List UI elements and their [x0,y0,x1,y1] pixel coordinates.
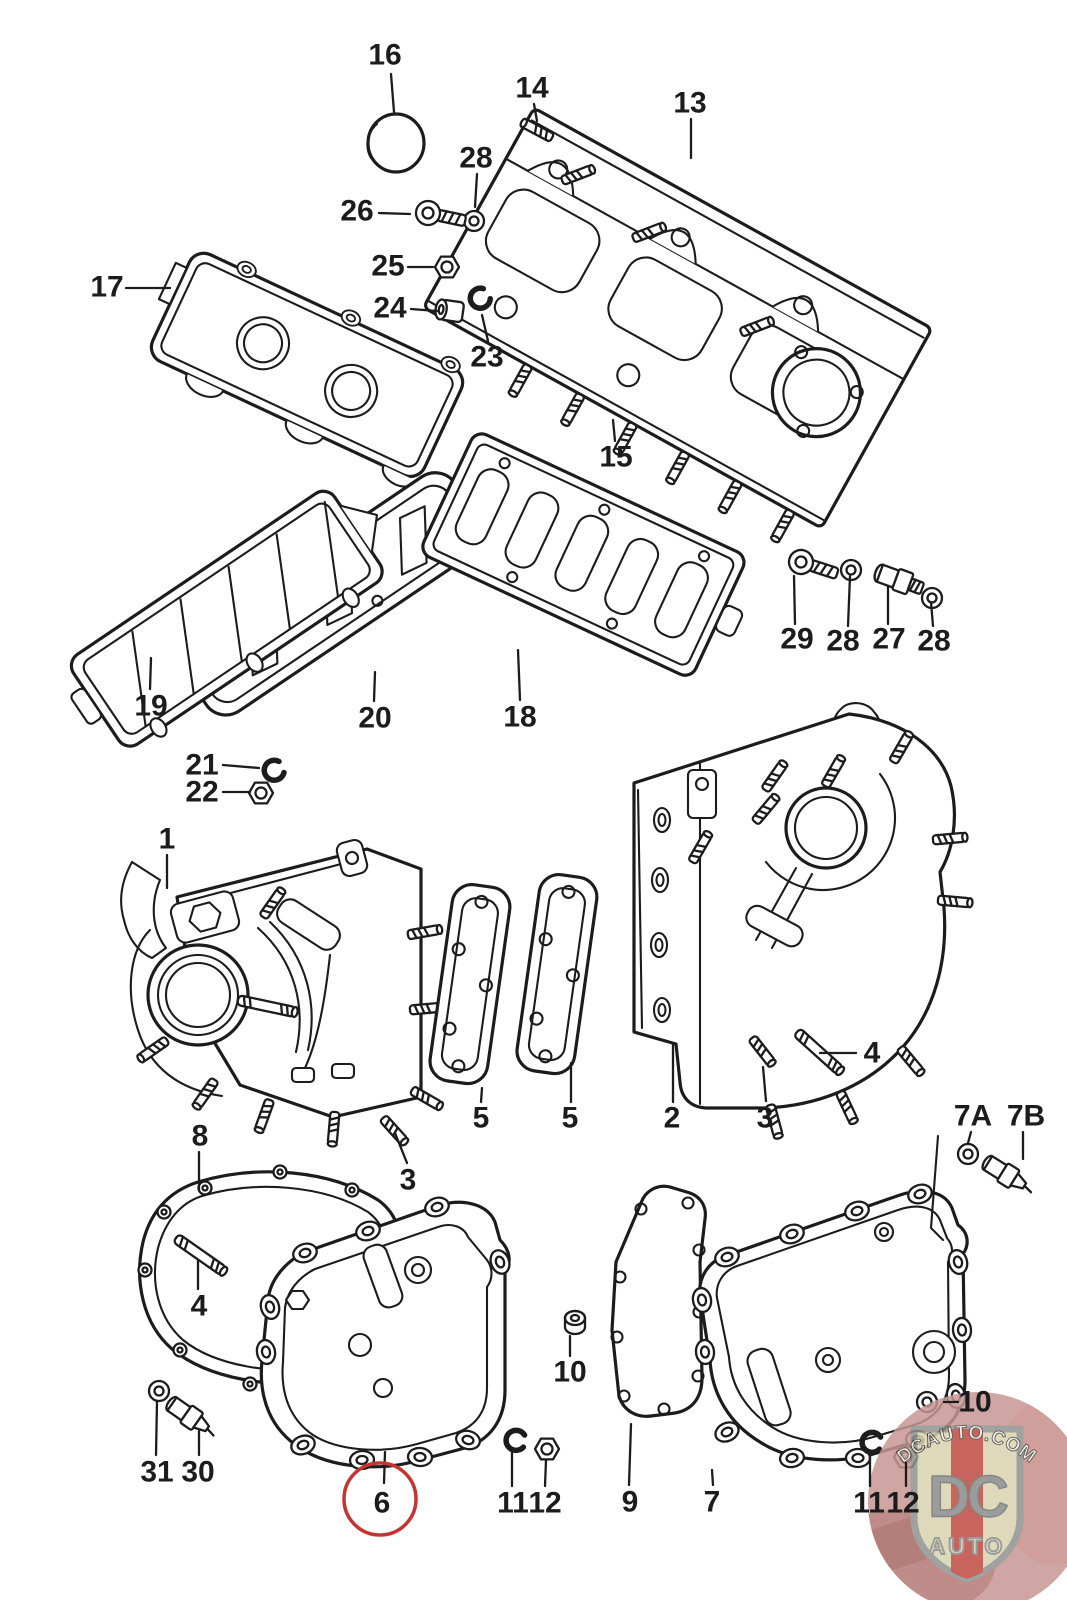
callout-13-2: 13 [673,86,707,120]
callout-11-39: 11 [853,1486,885,1520]
leader-31-31 [156,1401,157,1455]
washer-31-icon [149,1381,169,1401]
head-stud-icon [508,363,533,398]
callout-3-28: 3 [399,1163,417,1197]
callout-22-18: 22 [185,775,219,809]
callout-11-34: 11 [497,1486,529,1520]
callout-19-14: 19 [134,689,168,723]
callout-31-31: 31 [140,1455,174,1489]
callout-3-23: 3 [756,1101,774,1135]
leader-19-14 [150,658,151,689]
leader-29-10 [794,576,795,624]
callout-9-36: 9 [621,1485,639,1519]
callout-29-10: 29 [780,622,814,656]
cap-nut-10-icon [565,1311,585,1334]
logo-sub-text: AUTO [928,1533,1006,1559]
callout-18-16: 18 [503,700,537,734]
cover-gasket-part-9 [612,1186,706,1416]
callout-7B-26: 7B [1006,1099,1046,1133]
sensor-7b-icon [979,1152,1038,1199]
callout-28-3: 28 [459,141,493,175]
nut-12-icon [535,1439,559,1460]
leader-9-36 [629,1424,631,1485]
callout-4-29: 4 [190,1289,208,1323]
callout-8-27: 8 [191,1119,209,1153]
callout-10-38: 10 [958,1385,992,1419]
small-gasket-part-5 [514,872,599,1076]
leader-28-11 [848,576,850,626]
callout-7-37: 7 [703,1485,721,1519]
callout-30-32: 30 [181,1455,215,1489]
nut-25-icon [435,257,459,278]
head-stud-icon [665,451,690,486]
callout-6-33: 6 [373,1486,391,1520]
leader-26-4 [379,213,410,214]
callout-26-4: 26 [340,194,374,228]
chain-housing-part-1 [121,838,445,1147]
nut-22-icon [249,783,273,804]
leader-21-17 [223,765,259,768]
callout-17-8: 17 [90,270,124,304]
callout-23-7: 23 [470,340,504,374]
leader-16-0 [391,74,394,112]
leader-20-15 [374,672,375,701]
leader-7A-25 [968,1132,971,1143]
chain-housing-part-2 [634,703,973,1140]
head-stud-icon [560,392,585,427]
callout-2-22: 2 [663,1101,681,1135]
sensor-30-icon [163,1393,221,1442]
callout-24-6: 24 [373,291,407,325]
callout-28-11: 28 [826,624,860,658]
leader-28-3 [475,174,477,207]
small-gasket-part-5 [427,882,512,1086]
callout-14-1: 14 [515,71,549,105]
callout-7A-25: 7A [953,1099,993,1133]
clip-11-icon [504,1428,527,1452]
washer-7a-icon [958,1144,978,1164]
callout-5-20: 5 [472,1101,490,1135]
head-stud-icon [718,480,743,515]
callout-25-5: 25 [371,249,405,283]
callout-12-35: 12 [528,1486,562,1520]
leader-18-16 [518,650,520,700]
leader-5-20 [481,1088,482,1102]
callout-4-24: 4 [863,1036,881,1070]
callout-20-15: 20 [358,701,392,735]
leader-12-35 [545,1460,546,1486]
washer-28-icon [464,211,484,231]
head-stud-icon [770,509,795,544]
callout-1-19: 1 [158,822,176,856]
sealing-cap-part-16 [367,114,424,172]
callout-12-40: 12 [886,1486,920,1520]
leader-6-33 [384,1452,385,1483]
callout-27-12: 27 [872,622,906,656]
bushing-24-icon [434,299,464,323]
logo-brand-text: DC [928,1464,1006,1530]
leader-7-37 [712,1470,713,1485]
fitting-27-icon [872,561,926,599]
callout-16-0: 16 [368,38,402,72]
callout-21-17: 21 [185,748,219,782]
callout-10-30: 10 [553,1355,587,1389]
bolt-26-icon [414,199,468,233]
leader-15-9 [613,420,615,441]
valve-cover-part-17 [130,235,472,494]
stud-3-icon [380,1115,410,1147]
callout-5-21: 5 [561,1101,579,1135]
clip-21-icon [262,758,285,782]
logo-site-text: DCAUTO.COM [893,1422,1041,1468]
callout-28-13: 28 [917,624,951,658]
callout-15-9: 15 [599,440,633,474]
